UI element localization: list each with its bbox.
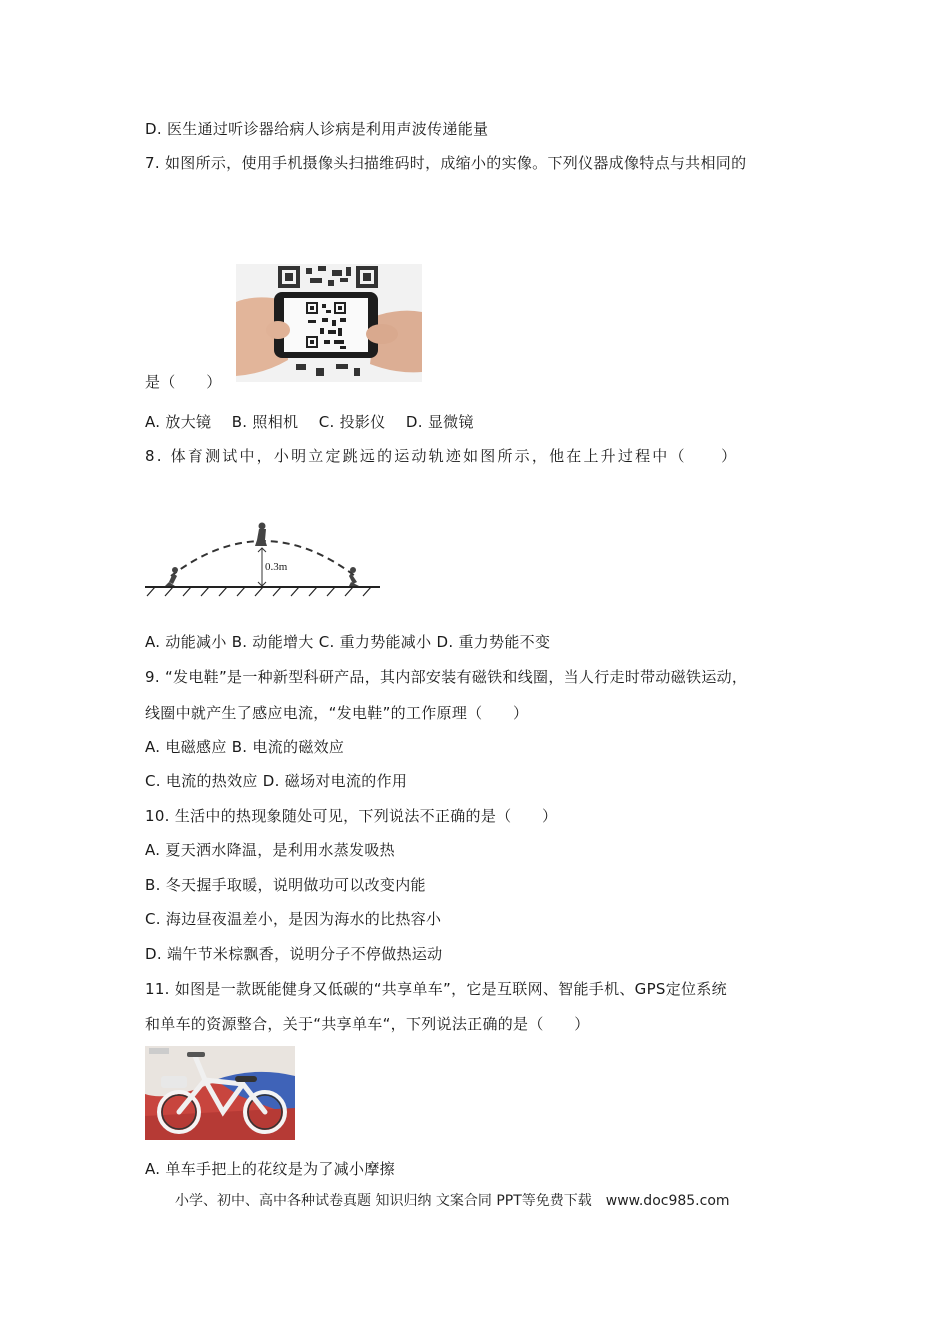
q11-stem-line2: 和单车的资源整合，关于“共享单车“，下列说法正确的是（ ）: [145, 1015, 590, 1033]
q10-option-a: A. 夏天洒水降温，是利用水蒸发吸热: [145, 841, 395, 859]
q8-options: A. 动能减小 B. 动能增大 C. 重力势能减小 D. 重力势能不变: [145, 633, 551, 651]
long-jump-trajectory-figure: [145, 518, 380, 598]
q7-stem-line1: 7. 如图所示，使用手机摄像头扫描维码时，成缩小的实像。下列仪器成像特点与共相同的: [145, 154, 747, 172]
q10-stem: 10. 生活中的热现象随处可见，下列说法不正确的是（ ）: [145, 807, 558, 825]
q11-stem-line1: 11. 如图是一款既能健身又低碳的“共享单车”，它是互联网、智能手机、GPS定位系统: [145, 980, 727, 998]
q9-options-line1: A. 电磁感应 B. 电流的磁效应: [145, 738, 345, 756]
qr-scan-photo: [236, 264, 422, 382]
q8-stem: 8. 体育测试中，小明立定跳远的运动轨迹如图所示，他在上升过程中（ ）: [145, 447, 739, 465]
page-footer: 小学、初中、高中各种试卷真题 知识归纳 文案合同 PPT等免费下载 www.doc985.com: [175, 1193, 730, 1209]
q10-option-b: B. 冬天握手取暖，说明做功可以改变内能: [145, 876, 426, 894]
q7-stem-line2: 是（ ）: [145, 373, 222, 391]
q6-option-d: D. 医生通过听诊器给病人诊病是利用声波传递能量: [145, 120, 489, 138]
q9-stem-line1: 9. “发电鞋”是一种新型科研产品，其内部安装有磁铁和线圈，当人行走时带动磁铁运动，: [145, 668, 748, 686]
height-label: 0.3m: [265, 561, 288, 573]
q10-option-d: D. 端午节米棕飘香，说明分子不停做热运动: [145, 945, 443, 963]
q11-option-a: A. 单车手把上的花纹是为了减小摩擦: [145, 1160, 395, 1178]
q7-options: A. 放大镜 B. 照相机 C. 投影仪 D. 显微镜: [145, 413, 474, 431]
q10-option-c: C. 海边昼夜温差小，是因为海水的比热容小: [145, 910, 442, 928]
q9-options-line2: C. 电流的热效应 D. 磁场对电流的作用: [145, 772, 408, 790]
shared-bike-photo: [145, 1046, 295, 1140]
q9-stem-line2: 线圈中就产生了感应电流，“发电鞋”的工作原理（ ）: [145, 704, 529, 722]
